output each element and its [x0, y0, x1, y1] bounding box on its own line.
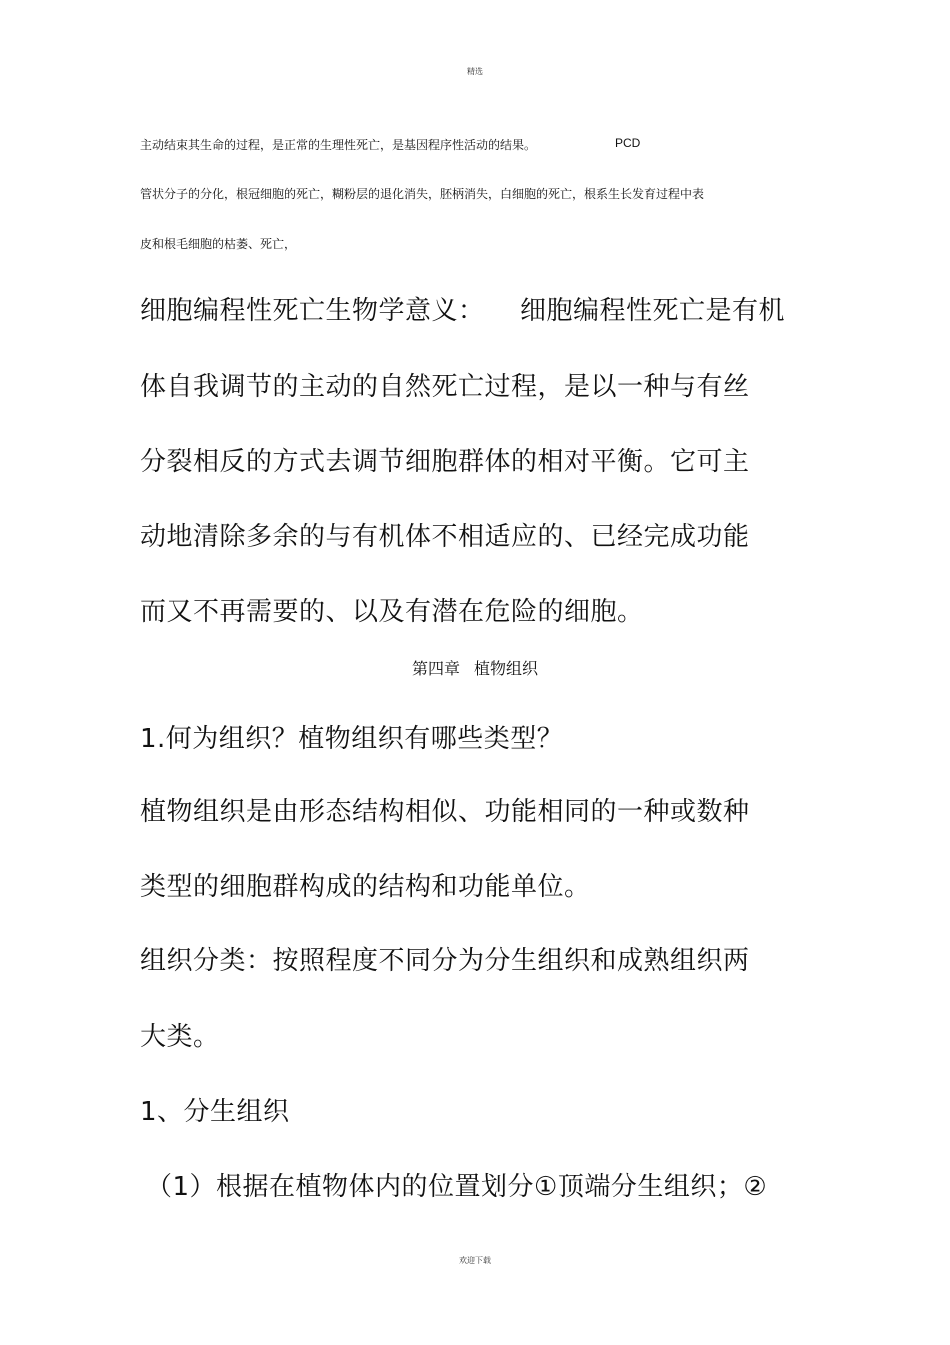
definition-line-2: 类型的细胞群构成的结构和功能单位。: [140, 872, 591, 902]
chapter-number: 第四章: [411, 659, 460, 678]
definition-line-1: 植物组织是由形态结构相似、功能相同的一种或数种: [140, 797, 750, 827]
question-1: 1.何为组织？植物组织有哪些类型？: [140, 724, 564, 754]
chapter-title: 植物组织: [474, 659, 539, 678]
section-heading-1: 1、分生组织: [140, 1097, 290, 1127]
significance-heading: 细胞编程性死亡生物学意义：: [140, 296, 485, 326]
classification-line-2: 大类。: [140, 1022, 220, 1052]
significance-line-4: 动地清除多余的与有机体不相适应的、已经完成功能: [140, 522, 750, 552]
header-watermark: 精选: [467, 67, 483, 76]
text-line-small-2: 管状分子的分化，根冠细胞的死亡，糊粉层的退化消失，胚柄消失，白细胞的死亡，根系生长发育过程中表: [140, 187, 705, 201]
significance-line-2: 体自我调节的主动的自然死亡过程，是以一种与有丝: [140, 372, 750, 402]
pcd-label: PCD: [615, 136, 641, 150]
subsection-line-1: （1）根据在植物体内的位置划分①顶端分生组织；②: [146, 1172, 768, 1202]
footer-watermark: 欢迎下载: [459, 1256, 491, 1265]
text-line-small-3: 皮和根毛细胞的枯萎、死亡，: [140, 237, 297, 251]
significance-line-3: 分裂相反的方式去调节细胞群体的相对平衡。它可主: [140, 447, 750, 477]
chapter-heading: [0, 656, 950, 679]
text-line-small-1: 主动结束其生命的过程，是正常的生理性死亡，是基因程序性活动的结果。: [140, 138, 537, 152]
classification-line-1: 组织分类：按照程度不同分为分生组织和成熟组织两: [140, 946, 750, 976]
significance-line-5: 而又不再需要的、以及有潜在危险的细胞。: [140, 597, 644, 627]
significance-line-1: 细胞编程性死亡是有机: [520, 296, 786, 326]
